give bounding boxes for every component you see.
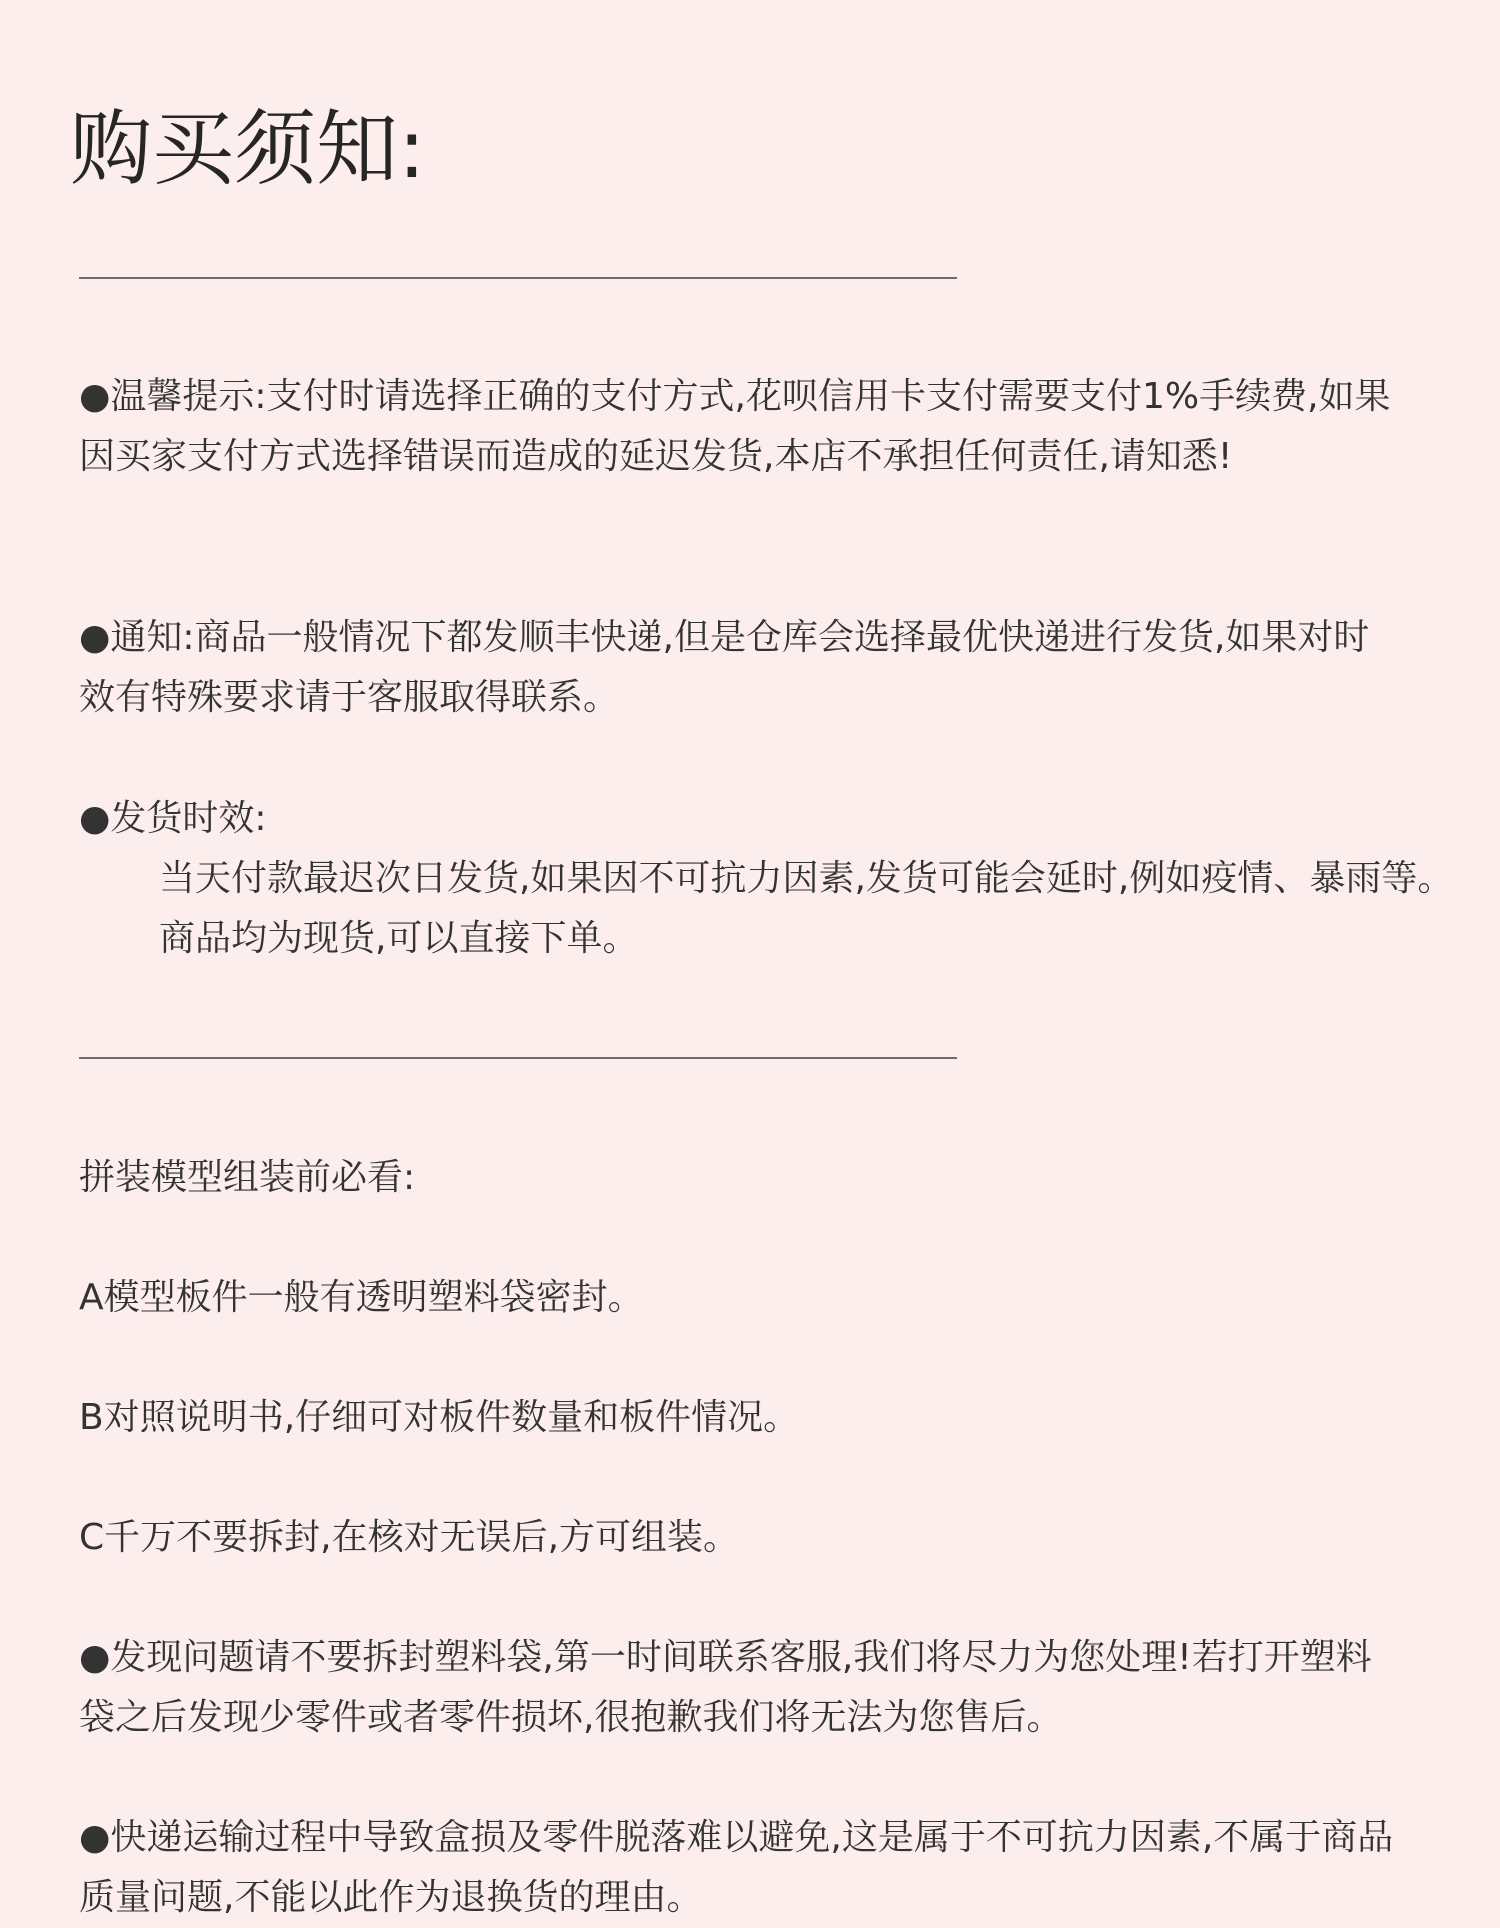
transport-notice-paragraph: ●快递运输过程中导致盒损及零件脱落难以避免,这是属于不可抗力因素,不属于商品质量问题,不能以此作为退换货的理由。 [79,1817,1394,1918]
assembly-item-c: C千万不要拆封,在核对无误后,方可组装。 [79,1517,740,1558]
divider-top [79,277,957,279]
assembly-item-b: B对照说明书,仔细可对板件数量和板件情况。 [79,1397,800,1438]
assembly-item-a: A模型板件一般有透明塑料袋密封。 [79,1277,644,1318]
shipping-time-paragraph: 当天付款最迟次日发货,如果因不可抗力因素,发货可能会延时,例如疫情、暴雨等。商品均为现货,可以直接下单。 [159,858,1454,959]
shipping-time-heading: ●发货时效: [79,798,267,839]
express-notice-paragraph: ●通知:商品一般情况下都发顺丰快递,但是仓库会选择最优快递进行发货,如果对时效有特殊要求请于客服取得联系。 [79,617,1370,718]
divider-middle [79,1057,957,1059]
page-title: 购买须知: [70,102,426,197]
problem-notice-paragraph: ●发现问题请不要拆封塑料袋,第一时间联系客服,我们将尽力为您处理!若打开塑料袋之后发现少零件或者零件损坏,很抱歉我们将无法为您售后。 [79,1637,1372,1738]
payment-tip-paragraph: ●温馨提示:支付时请选择正确的支付方式,花呗信用卡支付需要支付1%手续费,如果因买家支付方式选择错误而造成的延迟发货,本店不承担任何责任,请知悉! [79,376,1391,477]
assembly-heading: 拼装模型组装前必看: [79,1157,416,1198]
